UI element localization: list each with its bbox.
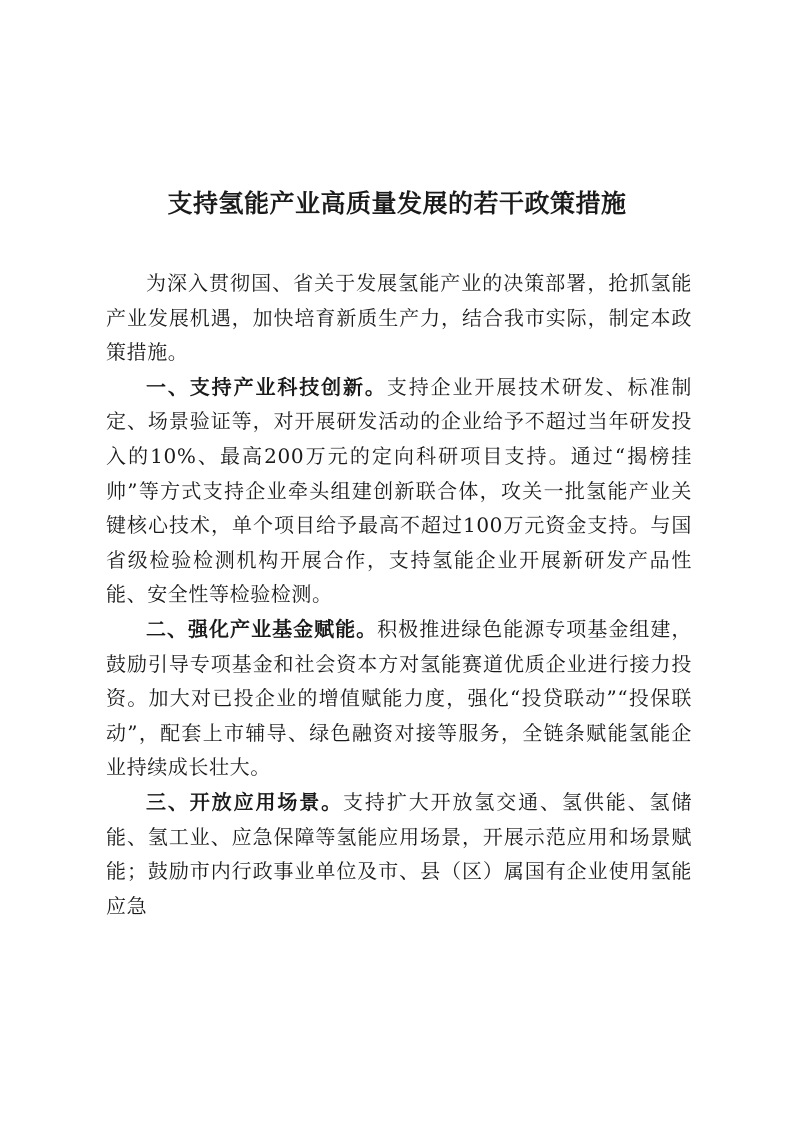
section-1-paragraph: [106, 370, 692, 612]
section-1-text: 支持企业开展技术研发、标准制定、场景验证等，对开展研发活动的企业给予不超过当年研发投入的10%、最高200万元的定向科研项目支持。通过“揭榜挂帅”等方式支持企业牵头组建创新联合体，攻关一批氢能产业关键核心技术，单个项目给予最高不超过100万元资金支持。与国省级检验检测机构开展合作，支持氢能企业开展新研发产品性能、安全性等检验检测。: [106, 374, 692, 607]
section-2-heading: 二、强化产业基金赋能。: [146, 616, 378, 641]
document-body: [106, 266, 692, 923]
section-3-heading: 三、开放应用场景。: [146, 789, 344, 814]
section-3-paragraph: [106, 785, 692, 923]
section-3-text: 支持扩大开放氢交通、氢供能、氢储能、氢工业、应急保障等氢能应用场景，开展示范应用和场景赋能；鼓励市内行政事业单位及市、县（区）属国有企业使用氢能应急: [106, 789, 692, 918]
section-1-heading: 一、支持产业科技创新。: [146, 374, 387, 399]
section-2-paragraph: [106, 612, 692, 785]
section-2-text: 积极推进绿色能源专项基金组建，鼓励引导专项基金和社会资本方对氢能赛道优质企业进行接力投资。加大对已投企业的增值赋能力度，强化“投贷联动”“投保联动”，配套上市辅导、绿色融资对接等服务，全链条赋能氢能企业持续成长壮大。: [106, 616, 692, 780]
document-title: 支持氢能产业高质量发展的若干政策措施: [167, 189, 627, 218]
intro-paragraph: [106, 266, 692, 370]
paragraph-text: 为深入贯彻国、省关于发展氢能产业的决策部署，抢抓氢能产业发展机遇，加快培育新质生产力，结合我市实际，制定本政策措施。: [106, 271, 692, 365]
